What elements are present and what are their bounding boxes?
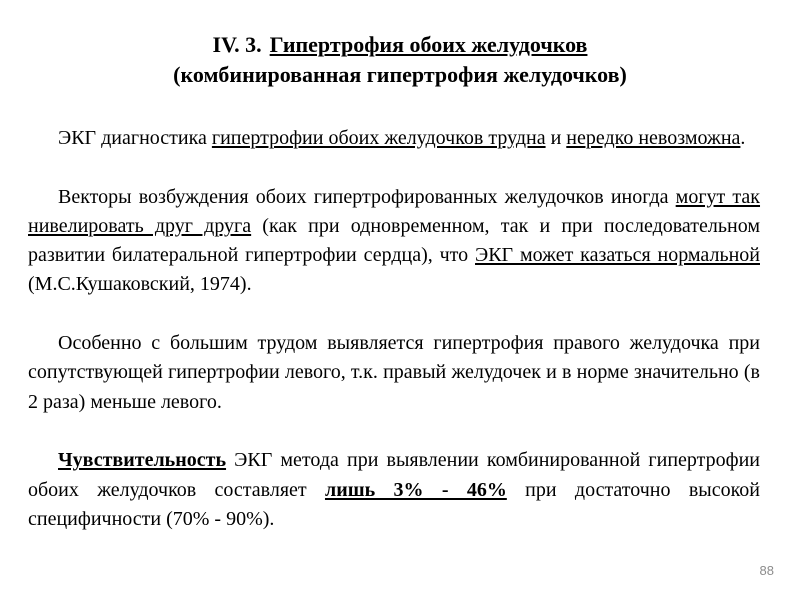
p4-text-b: при достаточно высокой специфичности (70% - 90%).: [28, 478, 760, 530]
p4-text-a: ЭКГ метода при выявлении комбинированной гипертрофии обоих желудочков составляет: [28, 449, 760, 501]
paragraph-4: [28, 446, 760, 534]
p1-text-b: и: [545, 127, 567, 149]
slide-body: [28, 124, 760, 534]
title-line-2: (комбинированная гипертрофия желудочков): [173, 62, 627, 87]
paragraph-1: [28, 124, 760, 153]
p3-text: Особенно с большим трудом выявляется гипертрофия правого желудочка при сопутствующей гипертрофии левого, т.к. правый желудочек и в норме значительно (в 2 раза) меньше левого.: [28, 332, 760, 413]
title-line-1: [0, 30, 800, 60]
slide-title: [0, 30, 800, 90]
p1-underlined-a: гипертрофии обоих желудочков трудна: [211, 127, 546, 149]
p2-text-a: Векторы возбуждения обоих гипертрофированных желудочков иногда: [58, 185, 676, 208]
title-main: Гипертрофия обоих желудочков: [269, 32, 588, 57]
p2-text-b: (как при одновременном, так и при последовательном развитии билатеральной гипертрофии сердца), что: [28, 214, 760, 267]
paragraph-3: [28, 329, 760, 417]
section-number: IV. 3.: [212, 32, 262, 57]
p2-underlined-a: могут так нивелировать друг друга: [28, 185, 761, 237]
p4-bold-term: Чувствительность: [58, 449, 227, 472]
p4-bold-range: лишь 3% - 46%: [324, 478, 507, 501]
paragraph-2: [28, 183, 760, 300]
p1-text-a: ЭКГ диагностика: [58, 127, 212, 149]
p2-underlined-b: ЭКГ может казаться нормальной: [475, 244, 760, 267]
p1-underlined-b: нередко невозможна: [566, 127, 741, 149]
p1-text-c: .: [740, 127, 746, 149]
slide-number: 88: [759, 563, 774, 578]
p2-text-c: (М.С.Кушаковский, 1974).: [28, 273, 252, 296]
